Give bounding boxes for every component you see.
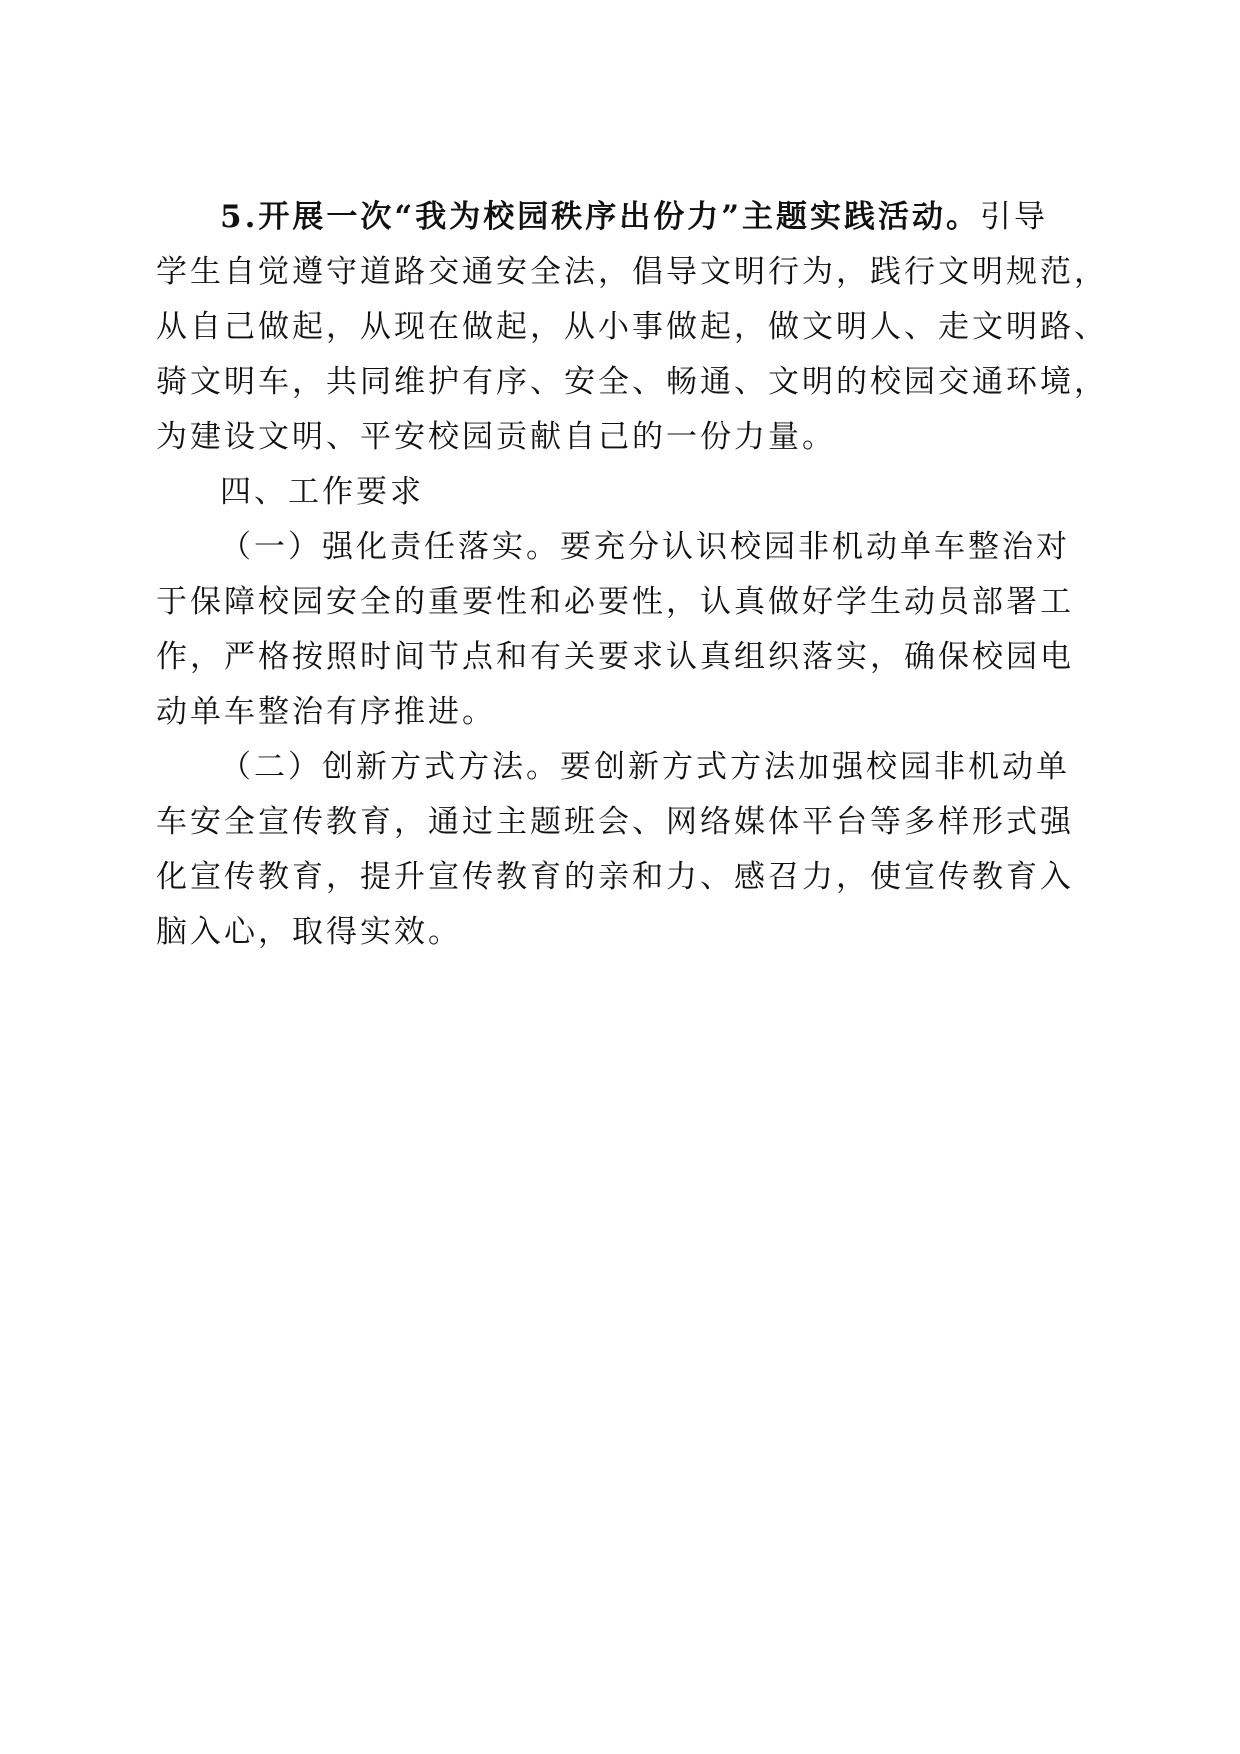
sub1-line4: 动单车整治有序推进。 [156, 694, 496, 730]
item5-line1-tail: 引导 [980, 199, 1049, 235]
item5-heading: 5.开展一次“我为校园秩序出份力”主题实践活动。 [220, 199, 981, 235]
item5-line5: 为建设文明、平安校园贡献自己的一份力量。 [156, 419, 836, 455]
item5-line4: 骑文明车，共同维护有序、安全、畅通、文明的校园交通环境， [156, 364, 1108, 400]
item5-line3: 从自己做起，从现在做起，从小事做起，做文明人、走文明路、 [156, 309, 1108, 345]
sub1-line2: 于保障校园安全的重要性和必要性，认真做好学生动员部署工 [156, 584, 1074, 620]
document-body [156, 190, 1108, 960]
sub2-line4: 脑入心，取得实效。 [156, 914, 462, 950]
section4-heading: 四、工作要求 [220, 474, 424, 510]
sub1-line1: （一）强化责任落实。要充分认识校园非机动单车整治对 [220, 529, 1070, 565]
sub2-line1: （二）创新方式方法。要创新方式方法加强校园非机动单 [220, 749, 1070, 785]
sub1-line3: 作，严格按照时间节点和有关要求认真组织落实，确保校园电 [156, 639, 1074, 675]
sub2-line2: 车安全宣传教育，通过主题班会、网络媒体平台等多样形式强 [156, 804, 1074, 840]
item5-first-line [156, 190, 1086, 245]
sub2-line3: 化宣传教育，提升宣传教育的亲和力、感召力，使宣传教育入 [156, 859, 1074, 895]
item5-line2: 学生自觉遵守道路交通安全法，倡导文明行为，践行文明规范， [156, 254, 1108, 290]
